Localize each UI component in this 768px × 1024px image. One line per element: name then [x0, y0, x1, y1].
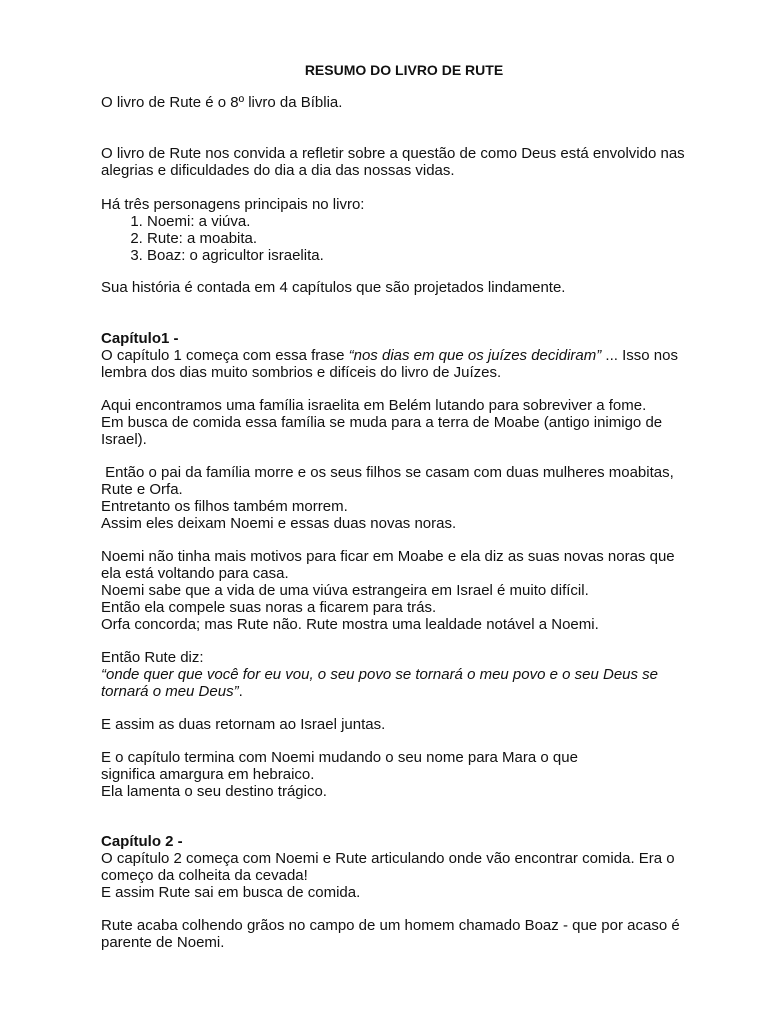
chapter-2-line: parente de Noemi.	[101, 934, 225, 951]
chapter-2-line: começo da colheita da cevada!	[101, 867, 308, 884]
chapter-1-line: Aqui encontramos uma família israelita em Belém lutando para sobreviver a fome.	[101, 397, 647, 414]
document-title: RESUMO DO LIVRO DE RUTE	[304, 62, 504, 78]
chapter-1-line: significa amargura em hebraico.	[101, 766, 315, 783]
chapter-1-line: Israel).	[101, 431, 147, 448]
chapter-2-line: Rute acaba colhendo grãos no campo de um homem chamado Boaz - que por acaso é	[101, 917, 680, 934]
ruth-quote-line-2	[101, 683, 721, 700]
quote-period: .	[238, 683, 243, 700]
characters-intro: Há três personagens principais no livro:	[101, 196, 365, 213]
ruth-quote-end: tornará o meu Deus”	[101, 683, 239, 700]
list-item: 3. Boaz: o agricultor israelita.	[147, 247, 324, 264]
chapter-1-line-start: O capítulo 1 começa com essa frase	[101, 347, 349, 364]
chapter-1-line	[101, 347, 721, 364]
chapter-1-line-end: ... Isso nos	[601, 347, 678, 364]
chapter-1-line: lembra dos dias muito sombrios e difíceis do livro de Juízes.	[101, 364, 502, 381]
chapter-1-line: Ela lamenta o seu destino trágico.	[101, 783, 327, 800]
chapter-1-line: ela está voltando para casa.	[101, 565, 289, 582]
chapter-1-line: Em busca de comida essa família se muda para a terra de Moabe (antigo inimigo de	[101, 414, 663, 431]
chapter-1-line: Entretanto os filhos também morrem.	[101, 498, 348, 515]
chapter-1-line: Então ela compele suas noras a ficarem para trás.	[101, 599, 437, 616]
chapter-2-heading: Capítulo 2 -	[101, 833, 183, 850]
chapter-1-line: Assim eles deixam Noemi e essas duas novas noras.	[101, 515, 457, 532]
chapter-1-line: Orfa concorda; mas Rute não. Rute mostra uma lealdade notável a Noemi.	[101, 616, 599, 633]
chapter-1-line: E o capítulo termina com Noemi mudando o seu nome para Mara o que	[101, 749, 578, 766]
chapter-1-line: E assim as duas retornam ao Israel juntas.	[101, 716, 386, 733]
theme-line-2: alegrias e dificuldades do dia a dia das nossas vidas.	[101, 162, 455, 179]
chapter-2-line: O capítulo 2 começa com Noemi e Rute articulando onde vão encontrar comida. Era o	[101, 850, 675, 867]
list-item: 2. Rute: a moabita.	[147, 230, 324, 247]
chapter-1-line: Noemi não tinha mais motivos para ficar em Moabe e ela diz as suas novas noras que	[101, 548, 675, 565]
theme-line-1: O livro de Rute nos convida a refletir sobre a questão de como Deus está envolvido nas	[101, 145, 685, 162]
chapter-1-line: Noemi sabe que a vida de uma viúva estrangeira em Israel é muito difícil.	[101, 582, 589, 599]
judges-quote: “nos dias em que os juízes decidiram”	[348, 347, 602, 364]
chapter-1-heading: Capítulo1 -	[101, 330, 179, 347]
list-item: 1. Noemi: a viúva.	[147, 213, 324, 230]
ruth-quote-line-1: “onde quer que você for eu vou, o seu povo se tornará o meu povo e o seu Deus se	[101, 666, 659, 683]
intro-text: O livro de Rute é o 8º livro da Bíblia.	[101, 94, 343, 111]
chapter-1-line: Então Rute diz:	[101, 649, 204, 666]
characters-list	[101, 213, 324, 264]
chapter-1-line: Então o pai da família morre e os seus filhos se casam com duas mulheres moabitas,	[101, 464, 674, 481]
chapters-intro: Sua história é contada em 4 capítulos que são projetados lindamente.	[101, 279, 566, 296]
chapter-1-line: Rute e Orfa.	[101, 481, 183, 498]
chapter-2-line: E assim Rute sai em busca de comida.	[101, 884, 361, 901]
